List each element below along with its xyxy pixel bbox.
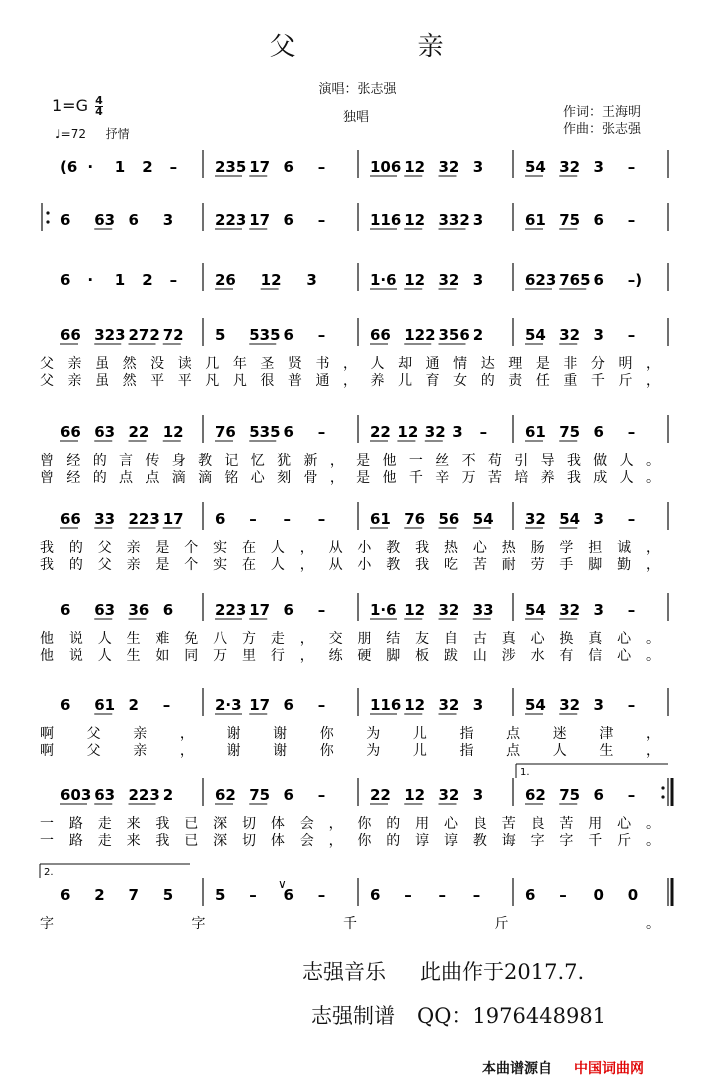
note-group: 32 (438, 271, 460, 289)
note-group: – (627, 510, 636, 528)
lyric-verse-1: 父亲虽然没读几年圣贤书，人却通情达理是非分明， (40, 356, 660, 372)
note-group: 623 (525, 271, 557, 289)
tempo-value: ♩=72 (55, 127, 86, 141)
note-group: 3 (593, 510, 604, 528)
note-group: 2 (94, 886, 105, 904)
note-group: 603 (60, 786, 92, 804)
time-denominator: 4 (95, 105, 103, 118)
note-group: 61 (94, 696, 116, 714)
note-group: 12 (404, 696, 426, 714)
singer-credit: 演唱：张志强 (318, 82, 397, 97)
lyric-verse-2: 他说人生如同万里行，练硬脚板跋山涉水有信心。 (40, 648, 660, 664)
credit-line-1 (302, 956, 584, 986)
note-group: – (317, 423, 326, 441)
note-group: 6 (283, 786, 294, 804)
note-group: – (283, 510, 291, 528)
note-group: 116 (370, 211, 402, 229)
note-group: 76 (404, 510, 426, 528)
note-group: 75 (559, 211, 581, 229)
note-group: – (479, 423, 488, 441)
note-group: 6 (283, 423, 294, 441)
note-group: 12 (397, 423, 419, 441)
note-group: – (627, 326, 636, 344)
note-group: 6 (215, 510, 226, 528)
note-group: 32 (424, 423, 446, 441)
note-group: 765 (559, 271, 591, 289)
qq-credit: QQ：1976448981 (417, 1004, 607, 1028)
note-group: – (627, 423, 636, 441)
note-group: 6 (593, 271, 604, 289)
note-group: 63 (94, 786, 116, 804)
note-group: 33 (472, 601, 494, 619)
note-group: – (627, 158, 636, 176)
note-group: 17 (162, 510, 184, 528)
note-group: 32 (438, 158, 460, 176)
title-char-2: 亲 (417, 32, 446, 62)
note-group: 323 (94, 326, 126, 344)
note-group: 5 (215, 326, 226, 344)
lyric-verse-1: 一路走来我已深切体会，你的用心良苦良苦用心。 (40, 816, 660, 832)
note-group: 7 (128, 886, 139, 904)
note-group: – (627, 211, 636, 229)
note-group: 36 (128, 601, 150, 619)
note-group: 62 (215, 786, 236, 804)
note-group: – (627, 601, 636, 619)
note-group: 61 (370, 510, 391, 528)
note-group: – (162, 696, 171, 714)
repeat-dot (46, 211, 49, 214)
lyric-verse-2: 父亲虽然平平凡凡很普通，养儿育女的责任重千斤， (40, 373, 660, 389)
note-group: 6 (283, 326, 294, 344)
note-group: 54 (525, 158, 546, 176)
note-group: 32 (438, 696, 460, 714)
note-group: 6 (593, 423, 604, 441)
note-group: – (472, 886, 481, 904)
note-group: 1 (114, 158, 126, 176)
lyric-verse-2: 我的父亲是个实在人，从小教我吃苦耐劳手脚勤， (40, 557, 660, 573)
note-group: 535 (249, 423, 281, 441)
note-group: 32 (525, 510, 546, 528)
source-label: 本曲谱源自 (482, 1061, 552, 1077)
note-group: 17 (249, 696, 271, 714)
note-group: 12 (260, 271, 282, 289)
lyricist-credit: 作词：王海明 (563, 105, 642, 120)
note-group: – (249, 510, 257, 528)
note-group: 6 (370, 886, 381, 904)
performance-form: 独唱 (343, 110, 370, 125)
note-group: 6 (525, 886, 536, 904)
breath-mark: ∨ (278, 877, 287, 891)
note-group: 12 (404, 271, 426, 289)
note-group: 63 (94, 211, 116, 229)
lyric-verse-2: 曾经的点点滴滴铭心刻骨，是他千辛万苦培养我成人。 (40, 470, 660, 486)
note-group: 223 (215, 211, 247, 229)
note-group: · (87, 158, 94, 176)
note-group: 6 (593, 786, 604, 804)
source-site-link[interactable]: 中国词曲网 (574, 1061, 644, 1077)
note-group: 1 (114, 271, 126, 289)
note-group: 6 (283, 886, 294, 904)
note-group: 75 (559, 786, 581, 804)
note-group: 2 (142, 158, 153, 176)
lyric-verse-1: 我的父亲是个实在人，从小教我热心热肠学担诚， (40, 540, 660, 556)
note-group: 332 (438, 211, 470, 229)
note-group: 12 (162, 423, 184, 441)
note-group: 3 (472, 158, 484, 176)
note-group: 0 (593, 886, 604, 904)
note-group: 54 (559, 510, 581, 528)
note-group: 356 (438, 326, 470, 344)
note-group: 62 (525, 786, 546, 804)
note-group: 32 (559, 601, 581, 619)
volta-2-label: 2. (44, 867, 54, 878)
note-group: 6 (60, 601, 71, 619)
note-group: 54 (525, 601, 546, 619)
note-group: 66 (60, 326, 81, 344)
note-group: 54 (525, 696, 546, 714)
note-group: – (169, 158, 178, 176)
note-group: 3 (472, 211, 484, 229)
note-group: 32 (559, 158, 581, 176)
note-group: – (438, 886, 446, 904)
note-group: 235 (215, 158, 247, 176)
note-group: 66 (60, 423, 81, 441)
note-group: 32 (559, 696, 581, 714)
note-group: – (317, 786, 326, 804)
notation-credit: 志强制谱 (311, 1004, 395, 1028)
note-group: – (169, 271, 178, 289)
note-group: 223 (128, 510, 160, 528)
note-group: 6 (128, 211, 139, 229)
note-group: 3 (472, 786, 484, 804)
note-group: 22 (370, 423, 391, 441)
note-group: – (627, 786, 636, 804)
lyric-verse-2: 一路走来我已深切体会，你的谆谆教诲字字千斤。 (40, 833, 660, 849)
note-group: 6 (283, 211, 294, 229)
note-group: 3 (593, 696, 604, 714)
time-numerator: 4 (95, 94, 103, 107)
note-group: 63 (94, 601, 116, 619)
note-group: 223 (128, 786, 160, 804)
note-group: 22 (370, 786, 391, 804)
source-attribution (482, 1058, 644, 1078)
note-group: 12 (404, 786, 426, 804)
note-group: 63 (94, 423, 116, 441)
note-group: 6 (593, 211, 604, 229)
note-group: 6 (283, 696, 294, 714)
note-group: 3 (593, 326, 604, 344)
note-group: 3 (472, 696, 484, 714)
note-group: – (627, 696, 636, 714)
note-group: 61 (525, 211, 546, 229)
note-group: 12 (404, 211, 426, 229)
title-char-1: 父 (269, 32, 298, 62)
note-group: 6 (60, 271, 71, 289)
note-group: 1·6 (370, 601, 397, 619)
note-group: 32 (559, 326, 581, 344)
note-group: 12 (404, 158, 426, 176)
note-group: – (317, 601, 326, 619)
note-group: 6 (283, 601, 294, 619)
date-credit: 此曲作于2017.7. (420, 960, 585, 984)
note-group: 2 (142, 271, 153, 289)
note-group: 122 (404, 326, 436, 344)
note-group: – (317, 696, 326, 714)
note-group: – (249, 886, 257, 904)
note-group: (6 (60, 158, 78, 176)
note-group: 56 (438, 510, 460, 528)
mood-marking: 抒情 (105, 127, 130, 141)
note-group: · (87, 271, 94, 289)
note-group: 72 (162, 326, 184, 344)
note-group: 17 (249, 211, 271, 229)
note-group: 3 (162, 211, 174, 229)
note-group: 2 (162, 786, 174, 804)
note-group: 54 (525, 326, 546, 344)
note-group: 76 (215, 423, 236, 441)
note-group: 17 (249, 601, 271, 619)
note-group: 106 (370, 158, 402, 176)
note-group: – (404, 886, 412, 904)
note-group: 2 (472, 326, 484, 344)
note-group: – (317, 158, 326, 176)
note-group: 26 (215, 271, 236, 289)
note-group: 33 (94, 510, 116, 528)
note-group: 6 (60, 886, 71, 904)
note-group: 32 (438, 601, 460, 619)
volta-1-label: 1. (520, 767, 530, 778)
note-group: 75 (249, 786, 271, 804)
note-group: – (317, 211, 326, 229)
note-group: – (317, 326, 326, 344)
note-group: 6 (60, 696, 71, 714)
note-group: 223 (215, 601, 247, 619)
note-group: 6 (60, 211, 71, 229)
note-group: 32 (438, 786, 460, 804)
note-group: 6 (162, 601, 174, 619)
note-group: 2·3 (215, 696, 242, 714)
note-group: 5 (162, 886, 174, 904)
note-group: 535 (249, 326, 281, 344)
note-group: 6 (283, 158, 294, 176)
note-group: 17 (249, 158, 271, 176)
lyric-verse-1: 啊父亲，谢谢你为儿指点迷津， (40, 726, 660, 742)
note-group: 75 (559, 423, 581, 441)
repeat-dot (46, 220, 49, 223)
note-group: 12 (404, 601, 426, 619)
note-group: 5 (215, 886, 226, 904)
note-group: – (559, 886, 567, 904)
note-group: 54 (472, 510, 494, 528)
note-group: – (317, 886, 326, 904)
repeat-dot (661, 786, 664, 789)
lyric-verse-1: 曾经的言传身教记忆犹新，是他一丝不苟引导我做人。 (40, 453, 660, 469)
note-group: 3 (593, 158, 604, 176)
note-group: 3 (472, 271, 484, 289)
note-group: 3 (306, 271, 317, 289)
note-group: – (317, 510, 326, 528)
lyric-verse-2: 啊父亲，谢谢你为儿指点人生， (40, 743, 660, 759)
note-group: 272 (128, 326, 160, 344)
note-group: 116 (370, 696, 402, 714)
note-group: 3 (593, 601, 604, 619)
composer-credit: 作曲：张志强 (563, 122, 642, 137)
lyric-verse-1: 他说人生难免八方走，交朋结友自古真心换真心。 (40, 631, 660, 647)
note-group: 1·6 (370, 271, 397, 289)
note-group: 61 (525, 423, 546, 441)
credit-line-2 (311, 1000, 606, 1030)
lyric-verse-1: 字字千斤。 (40, 916, 660, 932)
studio-credit: 志强音乐 (302, 960, 386, 984)
note-group: 2 (128, 696, 139, 714)
note-group: 3 (452, 423, 463, 441)
repeat-dot (661, 795, 664, 798)
note-group: 66 (60, 510, 81, 528)
key-label: 1=G (52, 96, 88, 115)
note-group: 0 (627, 886, 639, 904)
note-group: 66 (370, 326, 391, 344)
note-group: –) (627, 271, 643, 289)
note-group: 22 (128, 423, 150, 441)
